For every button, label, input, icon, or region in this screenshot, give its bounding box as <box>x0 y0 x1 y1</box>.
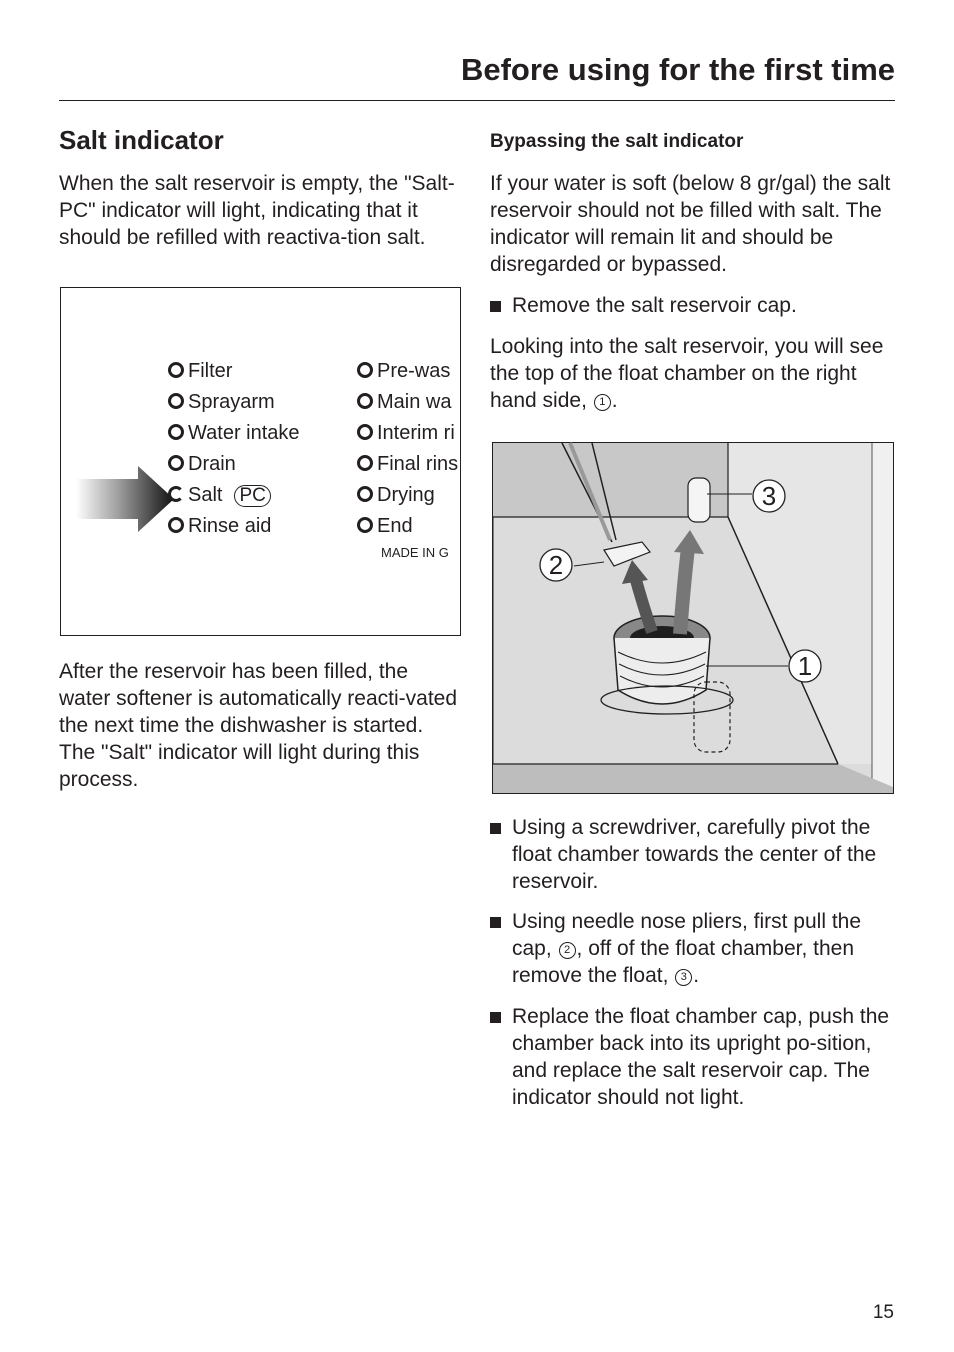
indicator-rinse-aid: Rinse aid <box>168 514 271 538</box>
indicator-light-icon <box>168 393 184 409</box>
indicator-salt: Salt PC <box>168 483 271 507</box>
soft-water-paragraph: If your water is soft (below 8 gr/gal) the salt reservoir should not be filled with salt. The indicator will remain lit and should be disregarded or bypassed. <box>490 172 891 276</box>
indicator-light-icon <box>357 455 373 471</box>
bullet-square-icon <box>490 823 501 834</box>
callout-ref-2: 2 <box>559 942 576 959</box>
after-filled-paragraph: After the reservoir has been filled, the water softener is automatically reacti-vated the next time the dishwasher is started. The "Salt" indicator will light during this process. <box>59 660 458 791</box>
subheading-bypassing: Bypassing the salt indicator <box>490 131 744 152</box>
page-title: Before using for the first time <box>460 52 895 87</box>
callout-label-1: 1 <box>797 651 813 681</box>
callout-label-3: 3 <box>761 481 777 511</box>
step-pliers: Using needle nose pliers, first pull the cap, 2 , off of the float chamber, then remove the float, 3 . <box>490 908 900 989</box>
indicator-end: End <box>357 514 413 538</box>
intro-paragraph: When the salt reservoir is empty, the "Salt-PC" indicator will light, indicating that it should be refilled with reactiva-tion salt. <box>59 172 455 249</box>
callout-label-2: 2 <box>548 550 564 580</box>
callout-ref-3: 3 <box>675 969 692 986</box>
indicator-drying: Drying <box>357 483 435 507</box>
section-heading-salt-indicator: Salt indicator <box>59 125 224 155</box>
step-remove-cap: Remove the salt reservoir cap. <box>490 292 900 319</box>
page-number: 15 <box>872 1302 894 1323</box>
indicator-light-lit-icon <box>168 486 184 502</box>
look-into-paragraph: Looking into the salt reservoir, you will see the top of the float chamber on the right hand side, 1 . <box>490 335 884 412</box>
indicator-final-rinse: Final rins <box>357 452 458 476</box>
indicator-main-wash: Main wa <box>357 390 451 414</box>
arrow-pointer-icon <box>76 466 176 532</box>
indicator-light-icon <box>168 424 184 440</box>
bullet-square-icon <box>490 1012 501 1023</box>
indicator-pre-wash: Pre-was <box>357 359 450 383</box>
header-rule <box>59 100 895 101</box>
indicator-light-icon <box>168 455 184 471</box>
step-screwdriver: Using a screwdriver, carefully pivot the float chamber towards the center of the reservoir. <box>490 814 900 895</box>
indicator-light-icon <box>168 517 184 533</box>
indicator-light-icon <box>357 517 373 533</box>
indicator-water-intake: Water intake <box>168 421 300 445</box>
made-in-label: MADE IN G <box>381 545 449 560</box>
float-chamber-illustration <box>492 442 894 794</box>
control-panel-figure <box>60 287 461 636</box>
step-replace: Replace the float chamber cap, push the chamber back into its upright po-sition, and replace the salt reservoir cap. The indicator should not light. <box>490 1003 900 1111</box>
bullet-square-icon <box>490 917 501 928</box>
indicator-drain: Drain <box>168 452 236 476</box>
indicator-interim-rinse: Interim ri <box>357 421 455 445</box>
indicator-light-icon <box>168 362 184 378</box>
indicator-light-icon <box>357 393 373 409</box>
indicator-light-icon <box>357 362 373 378</box>
bullet-square-icon <box>490 301 501 312</box>
callout-ref-1: 1 <box>594 394 611 411</box>
pc-badge: PC <box>234 485 270 507</box>
indicator-filter: Filter <box>168 359 232 383</box>
indicator-light-icon <box>357 424 373 440</box>
indicator-light-icon <box>357 486 373 502</box>
indicator-sprayarm: Sprayarm <box>168 390 275 414</box>
